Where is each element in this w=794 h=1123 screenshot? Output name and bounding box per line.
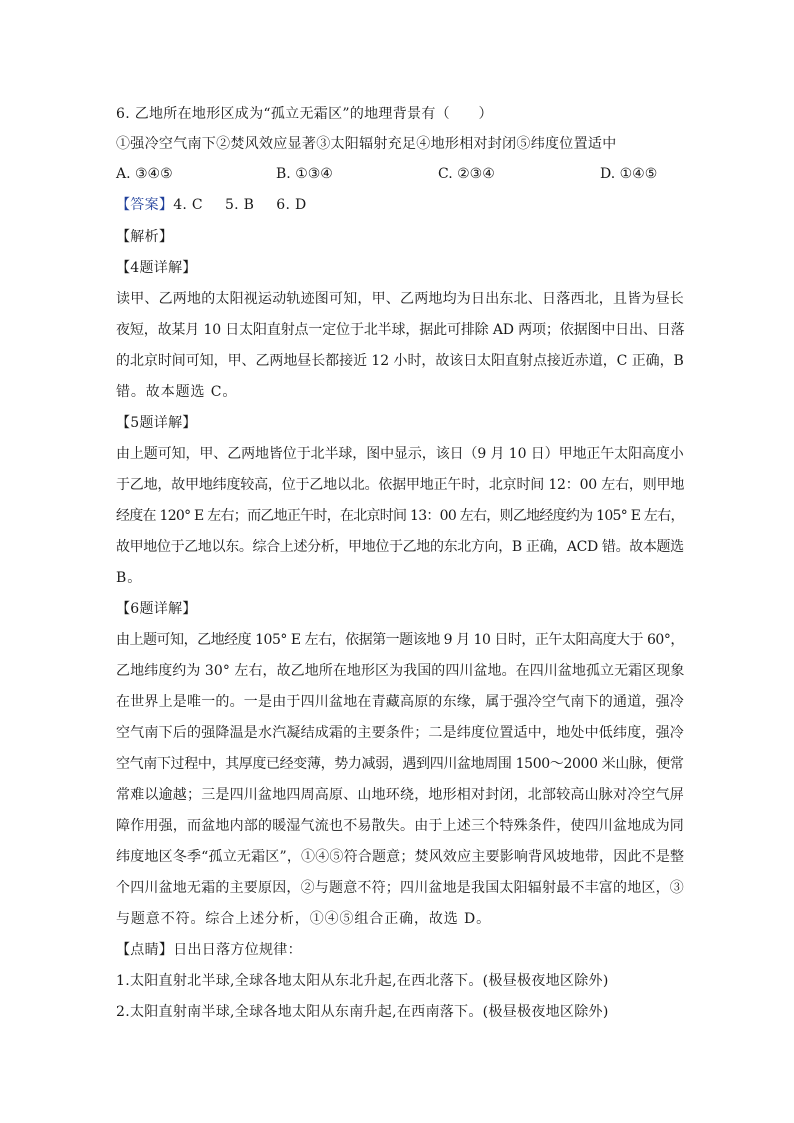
q4-line: 错。故本题选 C。 (116, 384, 238, 400)
question-stem: 6. 乙地所在地形区成为“孤立无霜区”的地理背景有（ ） (116, 106, 493, 122)
q5-line: 经度在 120° E 左右；而乙地正午时，在北京时间 13：00 左右，则乙地经度约为 105° E 左右， (116, 508, 684, 524)
q5-line: 故甲地位于乙地以东。综合上述分析，甲地位于乙地的东北方向，B 正确，ACD 错。故本题选 (116, 539, 684, 555)
q4-line: 夜短，故某月 10 日太阳直射点一定位于北半球，据此可排除 AD 两项；依据图中日出、日落 (116, 322, 685, 338)
option-a: A. ③④⑤ (116, 166, 173, 182)
q6-line: 与题意不符。综合上述分析，①④⑤组合正确，故选 D。 (116, 911, 492, 927)
q6-title: 【6题详解】 (116, 601, 197, 617)
answer-label: 【答案】 (116, 197, 174, 213)
q4-line: 读甲、乙两地的太阳视运动轨迹图可知，甲、乙两地均为日出东北、日落西北，且皆为昼长 (116, 291, 684, 307)
tip-line: 1.太阳直射北半球,全球各地太阳从东北升起,在西北落下。(极昼极夜地区除外) (116, 973, 609, 989)
q6-line: 常难以逾越；三是四川盆地四周高原、山地环绕，地形相对封闭，北部较高山脉对冷空气屏 (116, 787, 684, 803)
option-d: D. ①④⑤ (600, 166, 658, 182)
analysis-label: 【解析】 (116, 229, 174, 245)
option-b: B. ①③④ (276, 166, 333, 182)
tip-title: 【点睛】日出日落方位规律： (116, 942, 302, 958)
q6-line: 在世界上是唯一的。一是由于四川盆地在青藏高原的东缘，属于强冷空气南下的通道，强冷 (116, 694, 684, 710)
q6-line: 空气南下后的强降温是水汽凝结成霜的主要条件；二是纬度位置适中，地处中低纬度，强冷 (116, 725, 684, 741)
q6-line: 乙地纬度约为 30° 左右，故乙地所在地形区为我国的四川盆地。在四川盆地孤立无霜区现象 (116, 663, 685, 679)
q5-line: 于乙地，故甲地纬度较高，位于乙地以北。依据甲地正午时，北京时间 12：00 左右，则甲地 (116, 477, 685, 493)
answer-item: 5. B (224, 197, 255, 213)
q6-line: 空气南下过程中，其厚度已经变薄，势力减弱，遇到四川盆地周围 1500～2000 米山脉，便常 (116, 756, 684, 772)
q4-line: 的北京时间可知，甲、乙两地昼长都接近 12 小时，故该日太阳直射点接近赤道，C 正确，B (116, 353, 684, 369)
q6-line: 纬度地区冬季“孤立无霜区”，①④⑤符合题意；焚风效应主要影响背风坡地带，因此不是整 (116, 849, 685, 865)
option-c: C. ②③④ (438, 166, 495, 182)
q5-line: B。 (116, 570, 143, 586)
answer-item: 6. D (276, 197, 307, 213)
question-conditions: ①强冷空气南下②焚风效应显著③太阳辐射充足④地形相对封闭⑤纬度位置适中 (116, 136, 617, 152)
q4-title: 【4题详解】 (116, 260, 197, 276)
q6-line: 障作用强，而盆地内部的暖湿气流也不易散失。由于上述三个特殊条件，使四川盆地成为同 (116, 818, 684, 834)
q5-line: 由上题可知，甲、乙两地皆位于北半球，图中显示，该日（9 月 10 日）甲地正午太阳高度小 (116, 446, 684, 462)
q6-line: 由上题可知，乙地经度 105° E 左右，依据第一题该地 9 月 10 日时，正午太阳高度大于 60°， (116, 632, 684, 648)
answer-line (116, 195, 328, 215)
tip-line: 2.太阳直射南半球,全球各地太阳从东南升起,在西南落下。(极昼极夜地区除外) (116, 1004, 609, 1020)
q5-title: 【5题详解】 (116, 415, 197, 431)
q6-line: 个四川盆地无霜的主要原因，②与题意不符；四川盆地是我国太阳辐射最不丰富的地区，③ (116, 880, 684, 896)
answer-item: 4. C (173, 197, 203, 213)
